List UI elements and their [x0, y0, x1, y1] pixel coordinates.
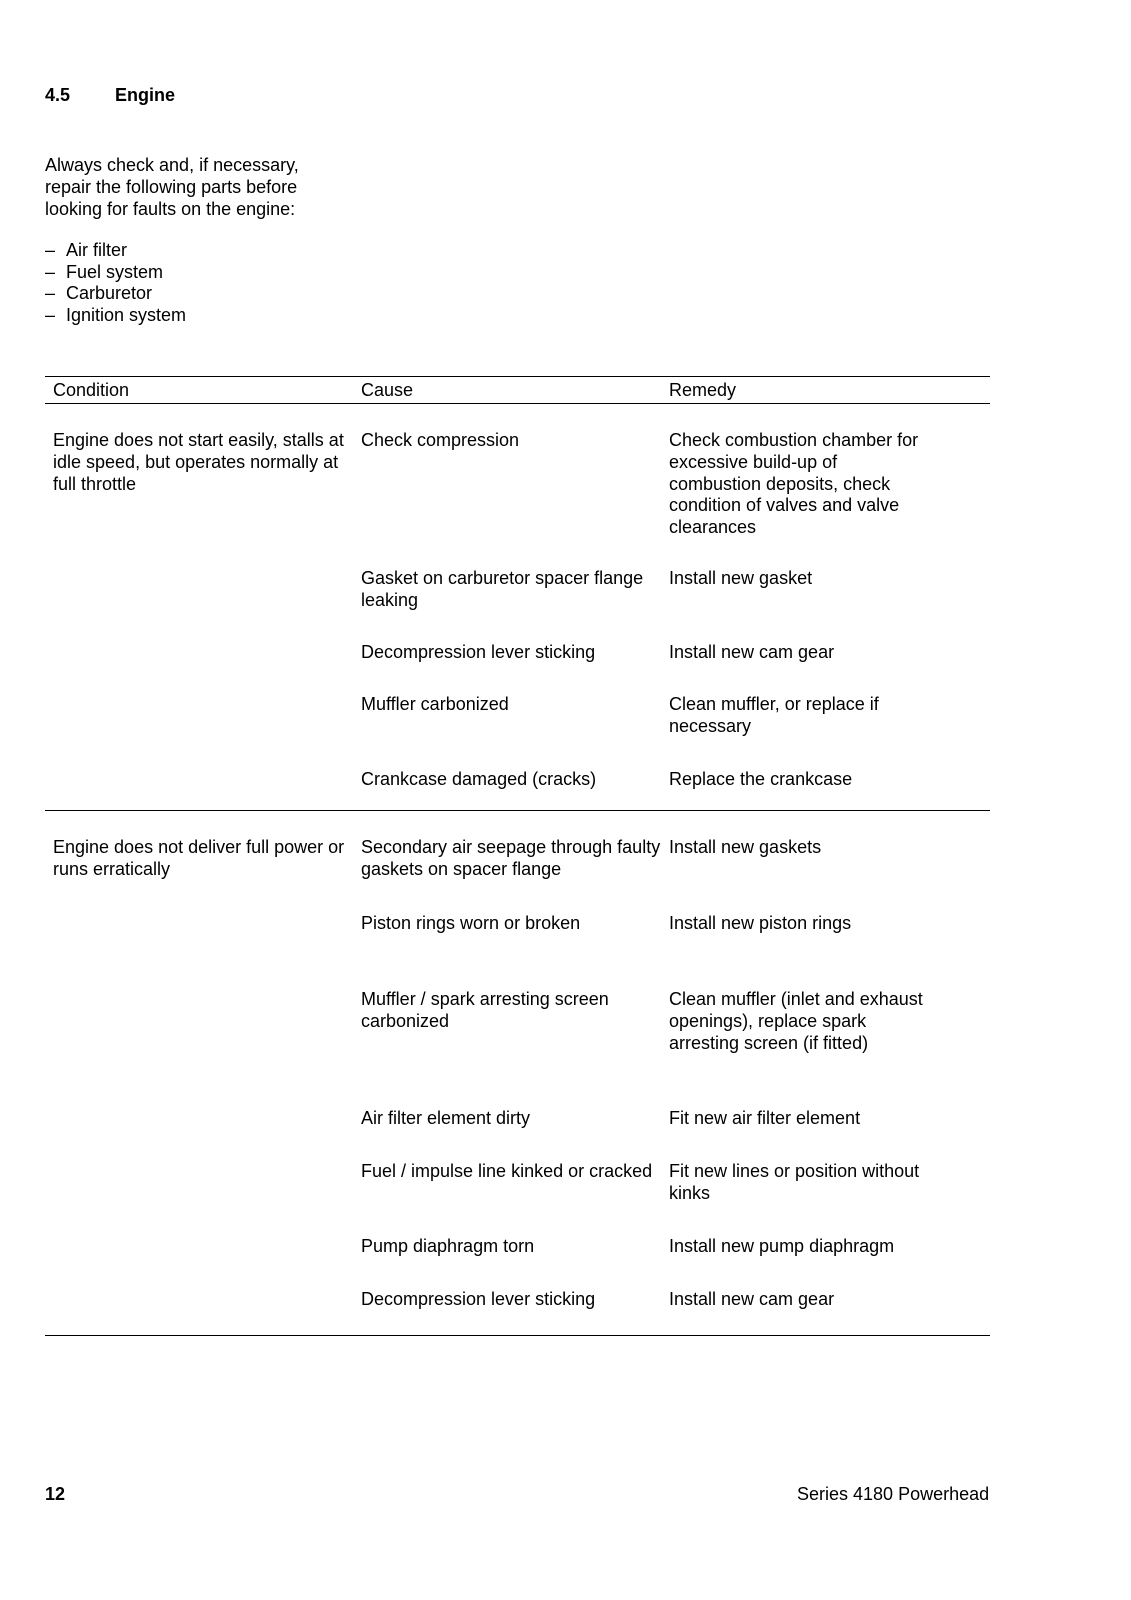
cause-cell: Pump diaphragm torn — [361, 1236, 535, 1256]
condition-cell: Engine does not deliver full power or runs erratically — [53, 837, 345, 879]
table-group — [45, 811, 990, 1336]
pre-check-list — [45, 240, 186, 326]
cause-cell: Secondary air seepage through faulty gaskets on spacer flange — [361, 837, 661, 879]
header-condition: Condition — [53, 379, 130, 400]
remedy-cell: Install new gaskets — [669, 837, 822, 857]
remedy-cell: Fit new lines or position without kinks — [669, 1161, 920, 1203]
cause-cell: Muffler / spark arresting screen carbonized — [361, 989, 609, 1031]
section-number: 4.5 — [45, 85, 71, 105]
cause-cell: Piston rings worn or broken — [361, 913, 581, 933]
remedy-cell: Install new gasket — [669, 568, 813, 588]
remedy-cell: Install new piston rings — [669, 913, 852, 933]
cause-remedy-list — [353, 837, 990, 1315]
table-row — [353, 642, 990, 694]
cause-cell: Check compression — [361, 430, 520, 450]
table-row — [353, 1108, 990, 1161]
table-row — [353, 1161, 990, 1236]
header-remedy: Remedy — [669, 379, 737, 400]
table-group — [45, 404, 990, 811]
list-item: – Fuel system — [45, 261, 164, 282]
table-row — [353, 769, 990, 794]
list-item: – Carburetor — [45, 283, 153, 303]
troubleshooting-table — [45, 376, 990, 1336]
section-heading — [45, 85, 175, 106]
list-marker: – — [45, 304, 56, 325]
cause-cell: Decompression lever sticking — [361, 1289, 596, 1309]
table-row — [353, 694, 990, 769]
list-marker: – — [45, 240, 56, 260]
table-row — [353, 837, 990, 913]
table-row — [353, 568, 990, 642]
condition-cell: Engine does not start easily, stalls at idle speed, but operates normally at full throttle — [53, 430, 344, 494]
remedy-cell: Clean muffler (inlet and exhaust openings), replace spark arresting screen (if fitted) — [669, 989, 923, 1053]
cause-cell: Fuel / impulse line kinked or cracked — [361, 1161, 653, 1181]
remedy-cell: Clean muffler, or replace if necessary — [669, 694, 879, 736]
section-title: Engine — [115, 85, 176, 105]
remedy-cell: Install new cam gear — [669, 642, 835, 662]
remedy-cell: Check combustion chamber for excessive build-up of combustion deposits, check condition of valves and valve clearances — [669, 430, 919, 538]
table-row — [353, 430, 990, 568]
cause-cell: Gasket on carburetor spacer flange leaking — [361, 568, 644, 610]
header-cause: Cause — [361, 379, 414, 400]
table-header — [45, 376, 990, 404]
intro-paragraph: Always check and, if necessary, repair the following parts before looking for faults on the engine: — [45, 155, 299, 219]
table-row — [353, 913, 990, 989]
footer-title: Series 4180 Powerhead — [797, 1484, 990, 1504]
list-marker: – — [45, 261, 56, 282]
list-item: – Air filter — [45, 240, 128, 260]
table-row — [353, 1236, 990, 1289]
cause-remedy-list — [353, 430, 990, 794]
list-item: – Ignition system — [45, 304, 187, 325]
cause-cell: Muffler carbonized — [361, 694, 509, 714]
remedy-cell: Install new pump diaphragm — [669, 1236, 895, 1256]
table-row — [353, 989, 990, 1108]
list-marker: – — [45, 283, 56, 303]
remedy-cell: Replace the crankcase — [669, 769, 853, 789]
cause-cell: Decompression lever sticking — [361, 642, 596, 662]
cause-cell: Crankcase damaged (cracks) — [361, 769, 597, 789]
cause-cell: Air filter element dirty — [361, 1108, 531, 1128]
table-row — [353, 1289, 990, 1315]
remedy-cell: Fit new air filter element — [669, 1108, 861, 1128]
remedy-cell: Install new cam gear — [669, 1289, 835, 1309]
page-number: 12 — [45, 1484, 66, 1504]
